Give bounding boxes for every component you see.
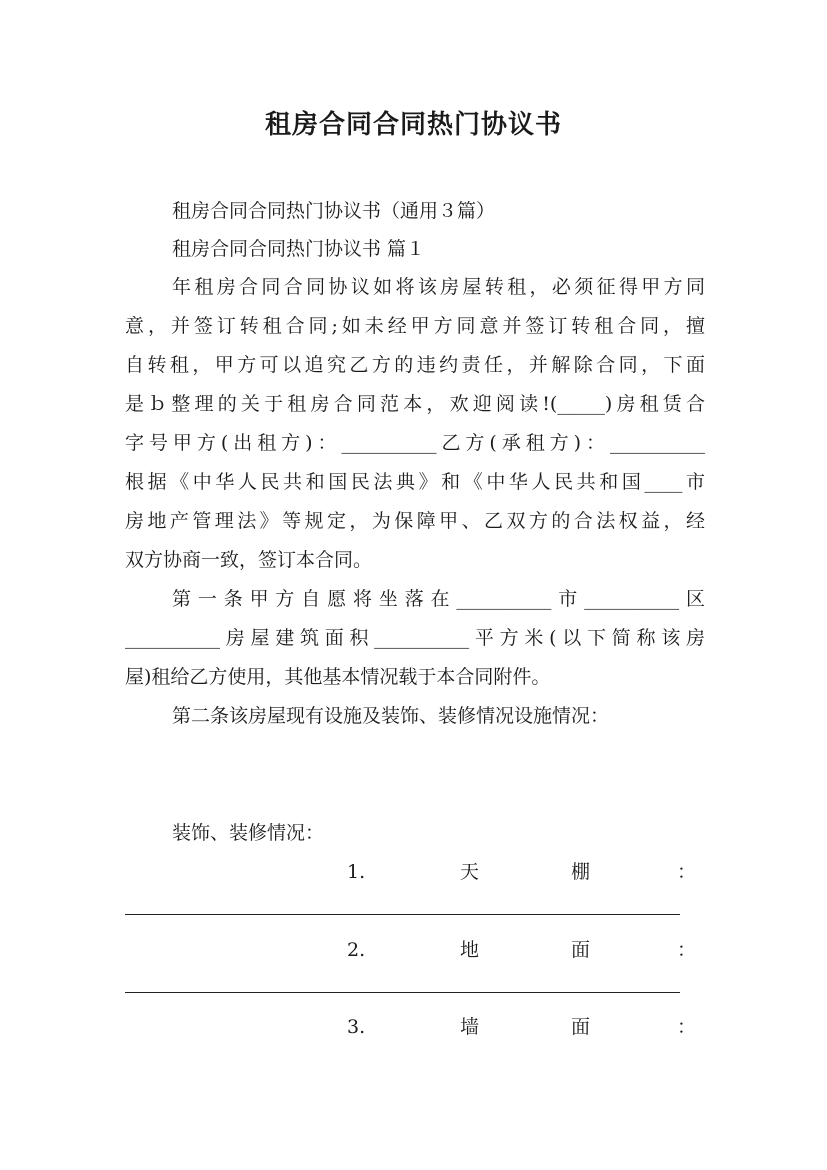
item-colon: ：: [677, 1016, 697, 1038]
list-item: [125, 931, 705, 969]
fill-line: [125, 992, 680, 993]
article-line: 屋)租给乙方使用，其他基本情况载于本合同附件。: [125, 666, 551, 688]
paragraph-line: 是ｂ整理的关于租房合同范本，欢迎阅读!(_____)房租赁合: [125, 393, 705, 415]
fill-line: [125, 914, 680, 915]
item-number: 1.: [347, 861, 366, 883]
paragraph-line: 根据《中华人民共和国民法典》和《中华人民共和国____市: [125, 471, 705, 493]
paragraph-line: 房地产管理法》等规定，为保障甲、乙双方的合法权益，经: [125, 510, 705, 532]
item-char: 面: [571, 1016, 591, 1038]
item-char: 天: [460, 861, 480, 883]
item-colon: ：: [677, 861, 697, 883]
paragraph-line: 意，并签订转租合同;如未经甲方同意并签订转租合同，擅: [125, 315, 705, 337]
item-colon: ：: [677, 939, 697, 961]
article-2: 第二条该房屋现有设施及装饰、装修情况设施情况：: [172, 705, 610, 727]
list-item: [125, 853, 705, 891]
paragraph-line: 双方协商一致，签订本合同。: [125, 549, 373, 571]
item-char: 面: [571, 939, 591, 961]
decoration-heading: 装饰、装修情况：: [172, 822, 325, 844]
document-title: 租房合同合同热门协议书: [264, 110, 562, 140]
article-line: __________房屋建筑面积__________平方米(以下简称该房: [125, 627, 705, 649]
item-number: 2.: [347, 939, 366, 961]
paragraph-line: 字号甲方(出租方)：__________乙方(承租方)：__________: [125, 432, 705, 454]
article-line: 第一条甲方自愿将坐落在__________市__________区: [172, 588, 705, 610]
list-item: [125, 1008, 705, 1046]
document-subtitle: 租房合同合同热门协议书（通用３篇）: [172, 200, 496, 222]
item-char: 地: [460, 939, 480, 961]
item-number: 3.: [347, 1016, 366, 1038]
item-char: 墙: [460, 1016, 480, 1038]
item-char: 棚: [571, 861, 591, 883]
section-heading: 租房合同合同热门协议书 篇１: [172, 238, 426, 260]
paragraph-line: 自转租，甲方可以追究乙方的违约责任，并解除合同，下面: [125, 354, 705, 376]
paragraph-line: 年租房合同合同协议如将该房屋转租，必须征得甲方同: [172, 276, 705, 298]
